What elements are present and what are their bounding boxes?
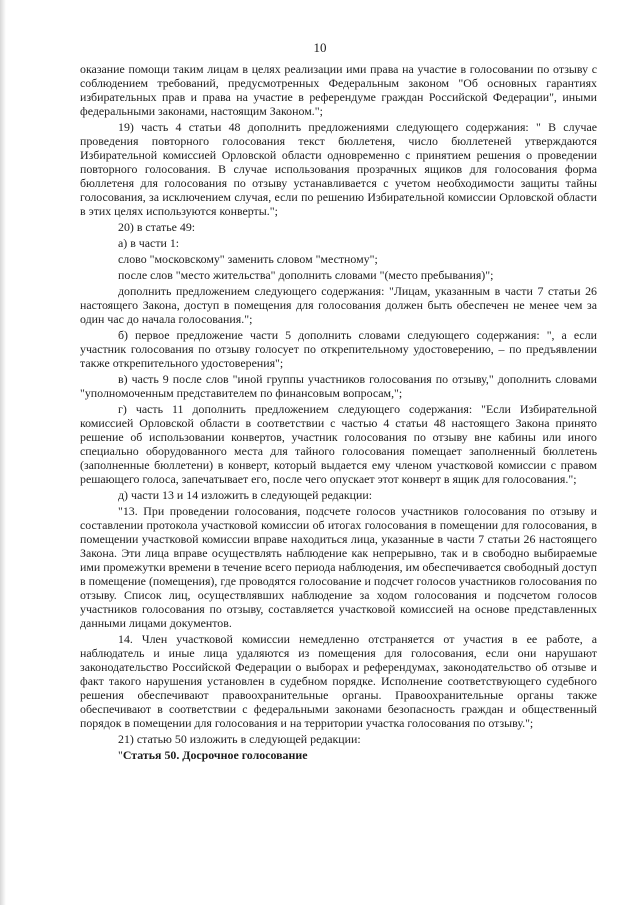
article-heading-quote: " <box>118 748 123 762</box>
paragraph-item-20: 20) в статье 49: <box>118 220 196 234</box>
document-body <box>80 62 597 762</box>
scan-edge-shadow <box>0 0 6 905</box>
paragraph-item-20-g: г) часть 11 дополнить предложением следующего содержания: "Если Избирательной комиссией Орловской области в соответствии с частью 4 статьи 48 настоящего Закона принято решение об использовании конвертов, участник голосования по отзыву вне кабины или иного специально оборудованного места для тайного голосования помещает заполненный бюллетень (заполненные бюллетени) в конверт, который выдается ему членом участковой комиссии с правом решающего голоса, запечатывает его, после чего опускает этот конверт в ящик для голосования."; <box>80 402 597 486</box>
paragraph-item-20-a: а) в части 1: <box>118 236 180 250</box>
article-heading-text: Статья 50. Досрочное голосование <box>122 748 308 762</box>
paragraph-item-20-a-1: слово "московскому" заменить словом "местному"; <box>118 252 378 266</box>
paragraph-part-13: "13. При проведении голосования, подсчете голосов участников голосования по отзыву и составлении протокола участковой комиссии об итогах голосования в помещении для голосования, в помещении участковой комиссии вправе находиться лица, указанные в части 7 статьи 26 настоящего Закона. Эти лица вправе осуществлять наблюдение как непрерывно, так и в свободно выбираемые ими промежутки времени в течение всего периода наблюдения, им обеспечивается свободный доступ в помещение (помещения), где проводятся голосование и подсчет голосов участников голосования по отзыву. Список лиц, осуществлявших наблюдение за ходом голосования и подсчетом голосов участников голосования по отзыву, составляется участковой комиссией на основе представленных данными лицами документов. <box>80 504 597 630</box>
page-number: 10 <box>313 40 327 55</box>
paragraph-item-20-v: в) часть 9 после слов "иной группы участников голосования по отзыву," дополнить словами "уполномоченным представителем по финансовым вопросам,"; <box>80 372 597 400</box>
paragraph-item-21: 21) статью 50 изложить в следующей редакции: <box>118 732 361 746</box>
paragraph-part-14: 14. Член участковой комиссии немедленно отстраняется от участия в ее работе, а наблюдатель и иные лица удаляются из помещения для голосования, если они нарушают законодательство Российской Федерации о выборах и референдумах, законодательство об отзыве и факт такого нарушения установлен в судебном порядке. Исполнение соответствующего судебного решения обеспечивают правоохранительные органы. Правоохранительные органы также обеспечивают в соответствии с федеральными законами безопасность граждан и общественный порядок в помещении для голосования и на территории участка голосования по отзыву."; <box>80 632 597 730</box>
paragraph-item-20-d: д) части 13 и 14 изложить в следующей редакции: <box>118 488 373 502</box>
paragraph-item-20-a-3: дополнить предложением следующего содержания: "Лицам, указанным в части 7 статьи 26 настоящего Закона, доступ в помещения для голосования должен быть обеспечен не менее чем за один час до начала голосования."; <box>80 284 597 326</box>
article-heading <box>80 748 597 762</box>
paragraph-item-20-a-2: после слов "место жительства" дополнить словами "(место пребывания)"; <box>118 268 494 282</box>
paragraph-continuation: оказание помощи таким лицам в целях реализации ими права на участие в голосовании по отзыву с соблюдением требований, предусмотренных Федеральным законом "Об основных гарантиях избирательных прав и права на участие в референдуме граждан Российской Федерации", иными федеральными законами, настоящим Законом."; <box>80 62 597 118</box>
paragraph-item-19: 19) часть 4 статьи 48 дополнить предложениями следующего содержания: " В случае проведения повторного голосования текст бюллетеня, число бюллетеней утверждаются Избирательной комиссией Орловской области одновременно с принятием решения о проведении повторного голосования. В случае использования прозрачных ящиков для голосования форма бюллетеня для голосования по отзыву устанавливается с учетом необходимости защиты тайны голосования, за исключением случая, если по решению Избирательной комиссии Орловской области в этих целях используются конверты."; <box>80 120 597 218</box>
paragraph-item-20-b: б) первое предложение части 5 дополнить словами следующего содержания: ", а если участник голосования по отзыву голосует по открепительному удостоверению, – по предъявлении также открепительного удостоверения"; <box>80 328 597 370</box>
